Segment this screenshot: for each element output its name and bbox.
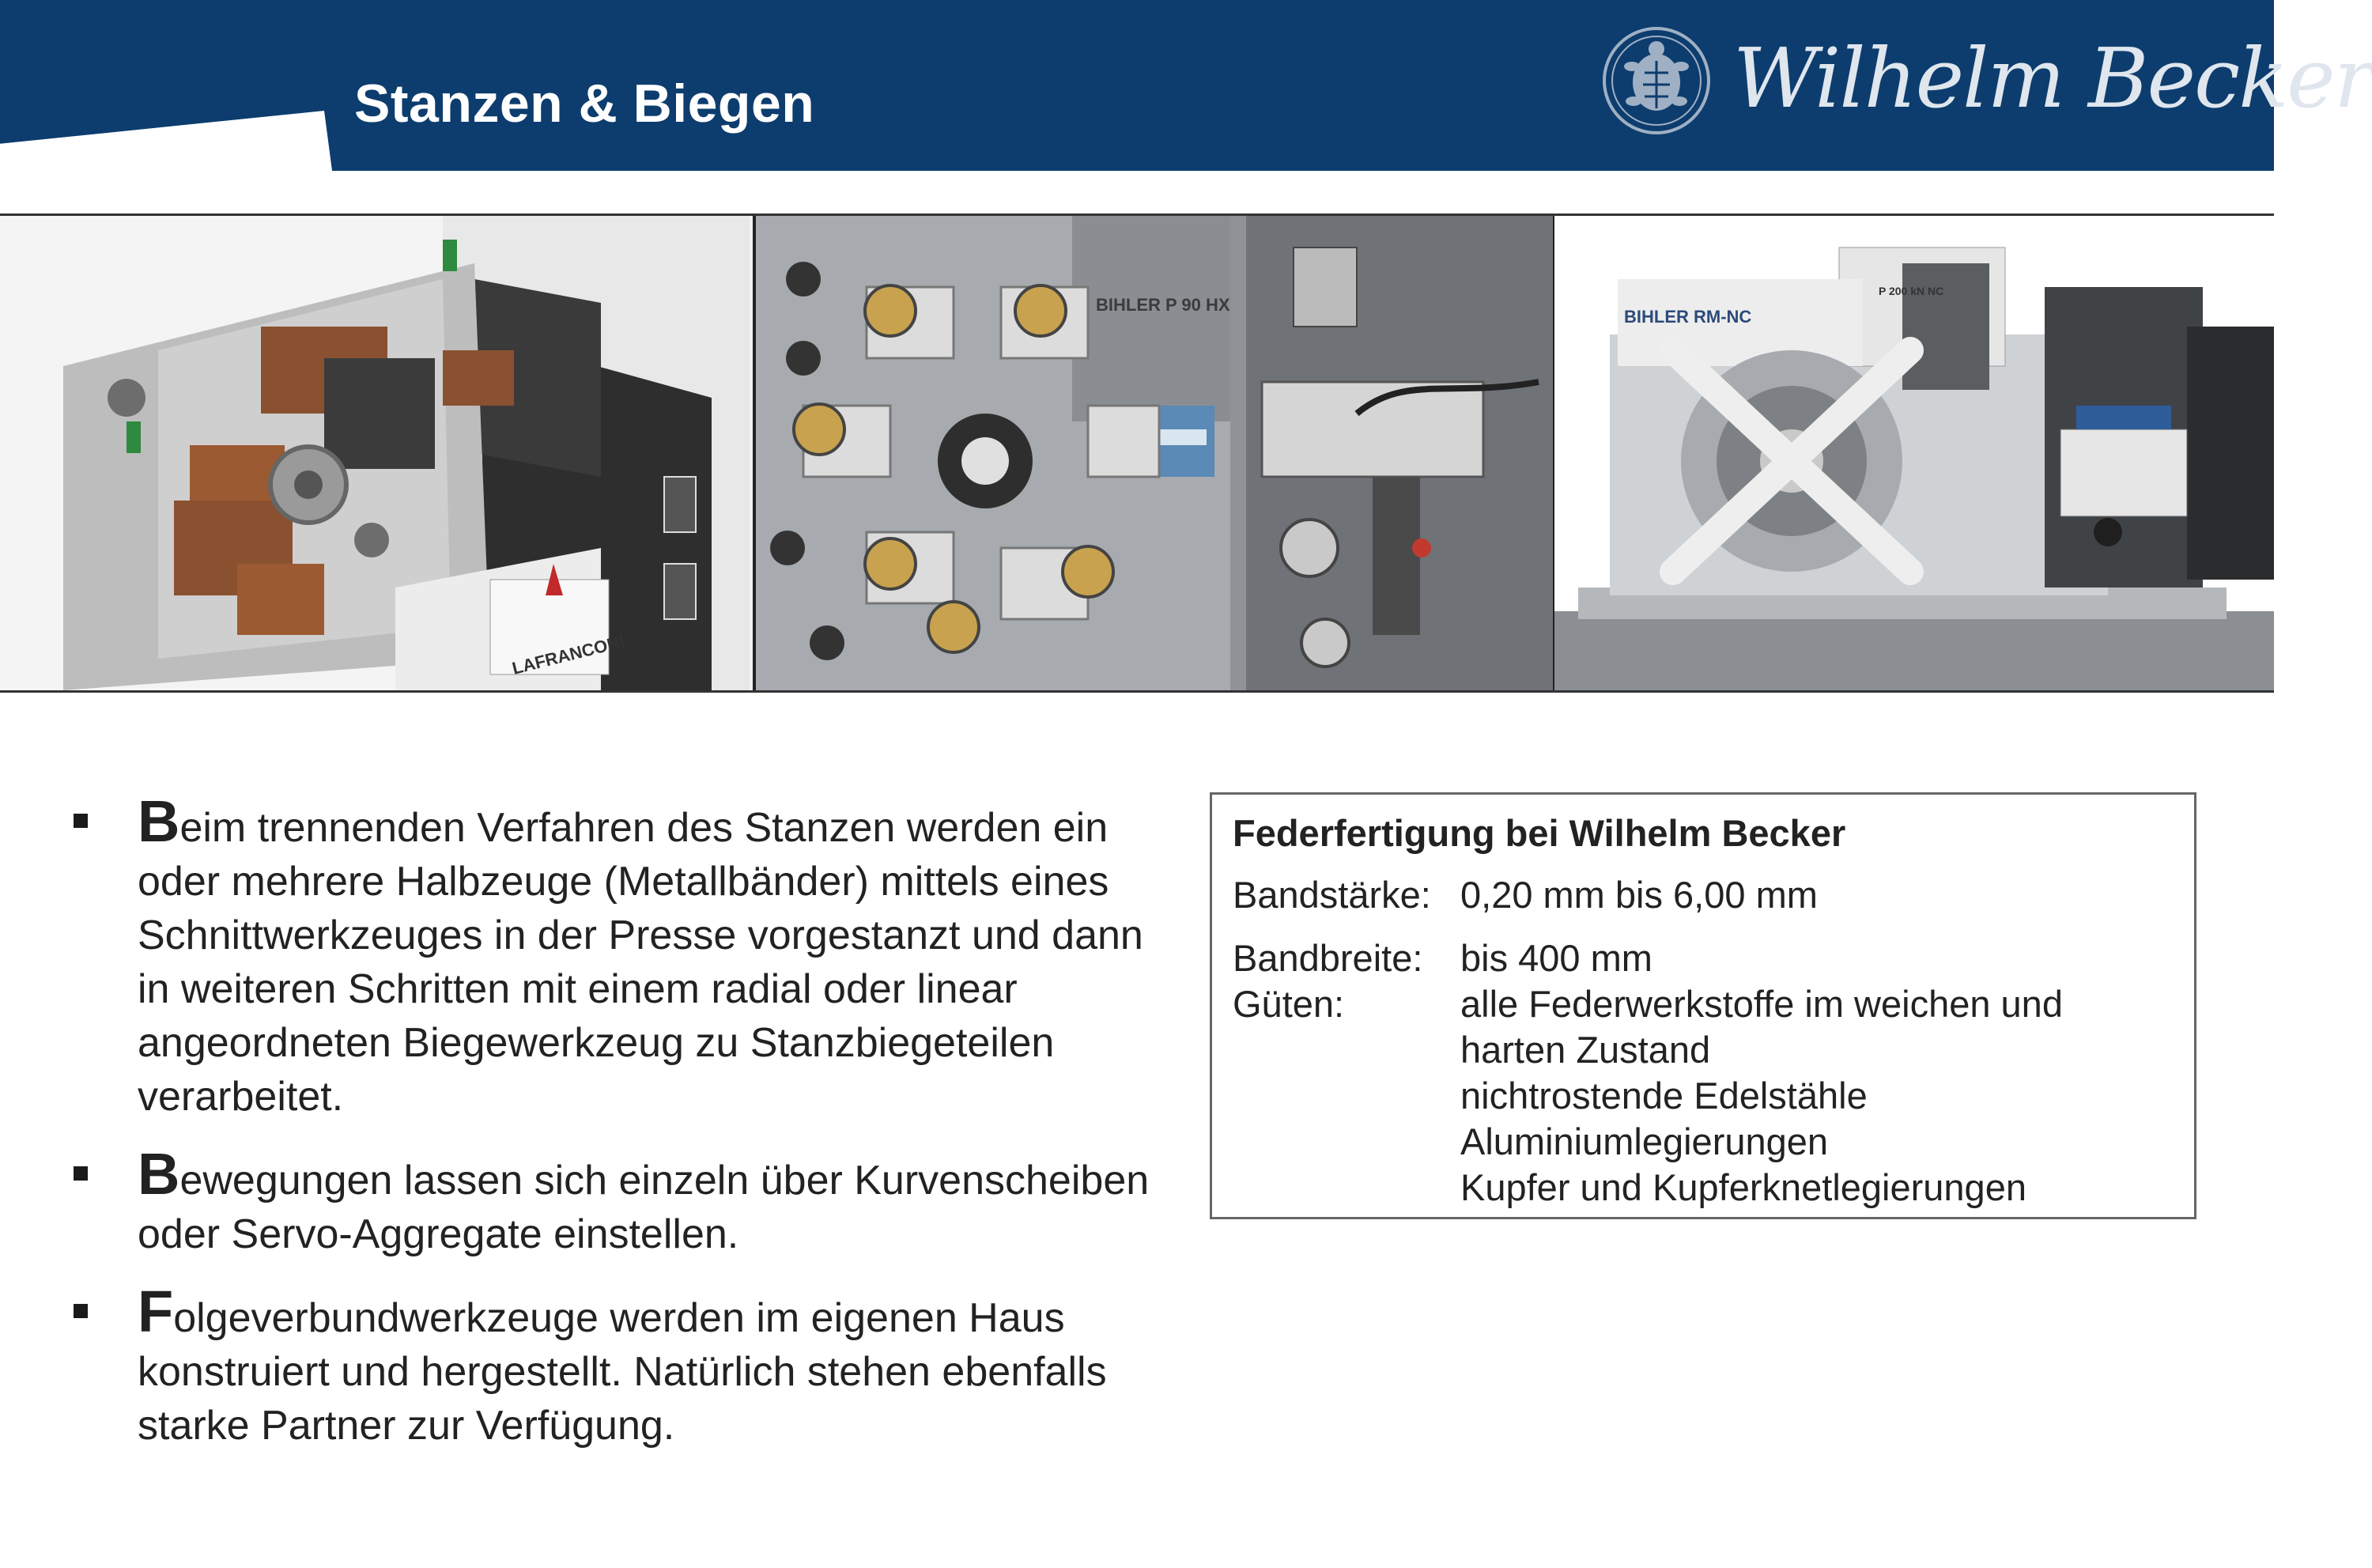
info-value: alle Federwerkstoffe im weichen und — [1460, 983, 2063, 1025]
photo-brand-label: BIHLER P 90 HX — [1096, 295, 1230, 315]
bullet-initial: F — [138, 1279, 174, 1344]
info-label: Bandbreite: — [1233, 937, 1423, 979]
feature-bullet-list — [70, 788, 1161, 1476]
page-title: Stanzen & Biegen — [354, 74, 815, 134]
bullet-initial: B — [138, 788, 180, 854]
company-logo — [1597, 21, 2372, 139]
info-box-title: Federfertigung bei Wilhelm Becker — [1233, 812, 1846, 854]
info-label: Bandstärke: — [1233, 874, 1431, 916]
info-value: harten Zustand — [1460, 1029, 1711, 1071]
machine-photo-icon — [0, 216, 750, 690]
square-bullet-icon — [74, 1304, 88, 1318]
bullet-initial: B — [138, 1141, 180, 1207]
info-row-bandstaerke — [1233, 872, 2174, 918]
turtle-seal-icon — [1597, 25, 1716, 144]
bullet-text: eim trennenden Verfahren des Stanzen werden ein oder mehrere Halbzeuge (Metallbänder) mittels eines Schnittwerkzeuges in der Presse vorgestanzt und dann in weiteren Schritten mit einem radial oder linear angeordneten Biegewerkzeug zu Stanzbiegeteilen verarbeitet. — [138, 805, 1143, 1120]
machine-photo-bihler-rmnc — [1554, 216, 2274, 690]
info-row-gueten — [1233, 981, 2174, 1211]
bullet-item — [70, 788, 1161, 1124]
machine-photo-lafranconi — [0, 216, 750, 690]
header-bar — [0, 0, 2372, 171]
photo-brand-label: BIHLER RM-NC — [1624, 307, 1752, 327]
photo-sublabel: P 200 kN NC — [1879, 285, 1944, 297]
machine-photo-strip — [0, 213, 2274, 693]
bullet-item — [70, 1279, 1161, 1453]
info-value: Aluminiumlegierungen — [1460, 1120, 1829, 1162]
logo-wordmark: Wilhelm Becker — [1733, 30, 2372, 127]
info-value: 0,20 mm bis 6,00 mm — [1460, 874, 1818, 916]
machine-photo-icon — [1554, 216, 2274, 690]
machine-photo-icon — [756, 216, 1553, 690]
bullet-text: ewegungen lassen sich einzeln über Kurvenscheiben oder Servo-Aggregate einstellen. — [138, 1158, 1150, 1257]
info-label: Güten: — [1233, 983, 1345, 1025]
bullet-item — [70, 1141, 1161, 1261]
header-notch — [0, 111, 332, 171]
square-bullet-icon — [74, 814, 88, 828]
info-value: nichtrostende Edelstähle — [1460, 1075, 1868, 1116]
bullet-text: olgeverbundwerkzeuge werden im eigenen Haus konstruiert und hergestellt. Natürlich stehen ebenfalls starke Partner zur Verfügung. — [138, 1295, 1107, 1449]
machine-photo-bihler-p90 — [753, 216, 1556, 690]
info-value: Kupfer und Kupferknetlegierungen — [1460, 1166, 2026, 1208]
info-value: bis 400 mm — [1460, 937, 1652, 979]
spring-production-info-box — [1210, 792, 2196, 1219]
info-row-bandbreite — [1233, 935, 2174, 981]
square-bullet-icon — [74, 1166, 88, 1181]
photo-brand-label: LAFRANCONI — [510, 631, 627, 678]
